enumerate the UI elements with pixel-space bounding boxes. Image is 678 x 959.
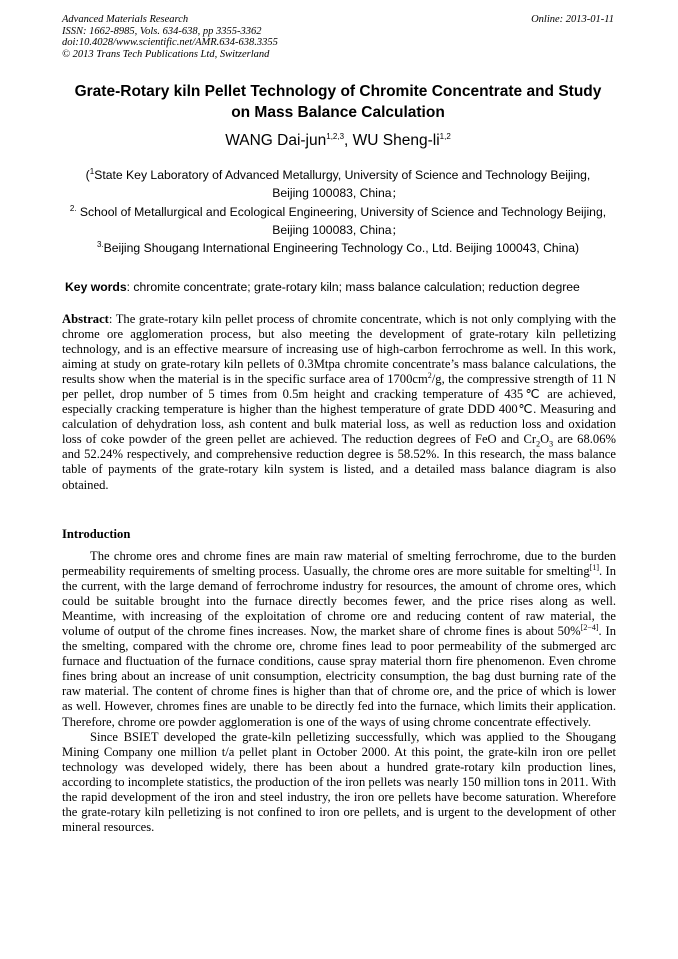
abstract-label: Abstract <box>62 312 109 326</box>
affiliation-text: School of Metallurgical and Ecological Engineering, University of Science and Technology Beijing, <box>76 204 607 219</box>
abstract-text: are 68.06% and 52.24% respectively, and comprehensive reduction degree is 58.52%. In this research, the mass balance table of payments of the grate-rotary kiln system is listed, and a detailed mass balance diagram is also obtained. <box>62 432 616 492</box>
online-date: Online: 2013-01-11 <box>531 14 614 25</box>
affiliation-2 <box>62 203 614 221</box>
superscript: 2 <box>427 371 432 380</box>
abstract-text: : The grate-rotary kiln pellet process of chromite concentrate, which is not only complying with the chrome ore agglomeration process, but also meeting the development of grate-rotary kiln pelletizing technology, and is an effective mearsure of increasing use of high-carbon ferrochrome as well. In this work, aiming at study on grate-rotary kiln pellets of 0.3Mtpa chromite concentrate’s mass balance calculations, the results show when the material is in the specific surface area of 1700cm <box>62 312 616 387</box>
issn-line: ISSN: 1662-8985, Vols. 634-638, pp 3355-3362 <box>62 25 262 37</box>
keywords-text: : chromite concentrate; grate-rotary kiln; mass balance calculation; reduction degree <box>126 280 580 294</box>
journal-header <box>62 14 614 60</box>
affiliation-text: Beijing Shougang International Engineering Technology Co., Ltd. Beijing 100043, China) <box>103 241 580 256</box>
paragraph: Since BSIET developed the grate-kiln pelletizing successfully, which was applied to the Shougang Mining Company one million t/a pellet plant in October 2000. At this point, the grate-kiln iron ore pellet technology was developed widely, there has been about a hundred grate-rotary kiln production lines, according to incomplete statistics, the production of the iron pellets was nearly 150 million tons in 2011. With the rapid development of the iron and steel industry, the iron ore pellets have become saturation. Wherefore the grate-rotary kiln pelletizing is not confined to iron ore pellets, and is urgent to the development of other mineral resources. <box>62 729 616 834</box>
paragraph-text: The chrome ores and chrome fines are main raw material of smelting ferrochrome, due to the burden permeability requirements of smelting process. Uasually, the chrome ores are more suitable for smelting <box>62 549 616 579</box>
affiliations <box>62 166 614 257</box>
abstract-text: O <box>540 432 550 447</box>
affiliation-mark: 2. <box>69 203 77 213</box>
affiliation-2-city: Beijing 100083, China； <box>272 222 404 237</box>
affiliation-3 <box>62 239 614 257</box>
affiliation-paren: ( <box>85 168 90 182</box>
paper-title <box>62 81 614 123</box>
section-heading: Introduction <box>62 527 131 541</box>
affiliation-1-city: Beijing 100083, China； <box>272 186 404 201</box>
author-name: WANG Dai-jun <box>225 132 327 149</box>
author-list <box>62 131 614 151</box>
paragraph-text: . In the smelting, compared with the chrome ore, chrome fines lead to poor permeability of the submerged arc furnace and fluctuation of the furnace conditions, cause spray material thorn fire phenomenon. Even chrome fines bring about an increase of unit consumption, electricity consumption, the bag dust burning rate of the raw material. The content of chrome fines is higher than that of chrome ore, and the price of which is lower as well. However, chromes fines are unable to be directly fed into the furnace, which limits their application. Therefore, chrome ore powder agglomeration is one of the ways of using chrome concentrate effectively. <box>62 624 616 729</box>
author-name: WU Sheng-li <box>352 132 440 149</box>
abstract <box>62 312 616 493</box>
introduction-body <box>62 549 616 835</box>
copyright-line: © 2013 Trans Tech Publications Ltd, Switzerland <box>62 48 270 60</box>
subscript: 2 <box>536 439 541 449</box>
subscript: 3 <box>549 439 554 449</box>
keywords <box>65 279 617 295</box>
journal-name: Advanced Materials Research <box>62 14 189 25</box>
citation: [2−4] <box>580 623 599 633</box>
abstract-text: /g, the compressive strength of 11 N per pellet, drop number of 5 times from 0.5m height and cracking temperature of 435℃ are achieved, especially cracking temperature is higher than the highest temperature of grate DDD 400℃. Measuring and calculation of dehydration loss, ash content and bulk material loss, as well as reduction loss and oxidation loss of coke powder of the green pellet are achieved. The reduction degrees of FeO and Cr <box>62 372 616 447</box>
affiliation-mark: 3. <box>96 240 104 250</box>
paragraph <box>62 549 616 730</box>
title-line-2: on Mass Balance Calculation <box>231 104 445 121</box>
title-line-1: Grate-Rotary kiln Pellet Technology of Chromite Concentrate and Study <box>74 83 602 100</box>
keywords-label: Key words <box>65 280 127 294</box>
paragraph-text: . In the current, with the large demand of ferrochrome industry for resources, the amount of chrome ores, which could be suitable brought into the furnace directly becomes fewer, and the price rises along as well. Meantime, with increasing of the exploitation of chrome ore and reducing content of raw material, the volume of output of the chrome fines increases. Now, the market share of chrome fines is about 50% <box>62 564 616 639</box>
author-affiliation-mark: 1,2 <box>439 131 451 141</box>
affiliation-1 <box>62 166 614 184</box>
author-affiliation-mark: 1,2,3 <box>326 131 345 141</box>
doi-line: doi:10.4028/www.scientific.net/AMR.634-638.3355 <box>62 37 278 48</box>
citation: [1] <box>589 562 599 572</box>
affiliation-text: State Key Laboratory of Advanced Metallurgy, University of Science and Technology Beijing, <box>94 168 591 182</box>
author-separator: , <box>344 132 353 149</box>
affiliation-mark: 1 <box>89 166 95 176</box>
